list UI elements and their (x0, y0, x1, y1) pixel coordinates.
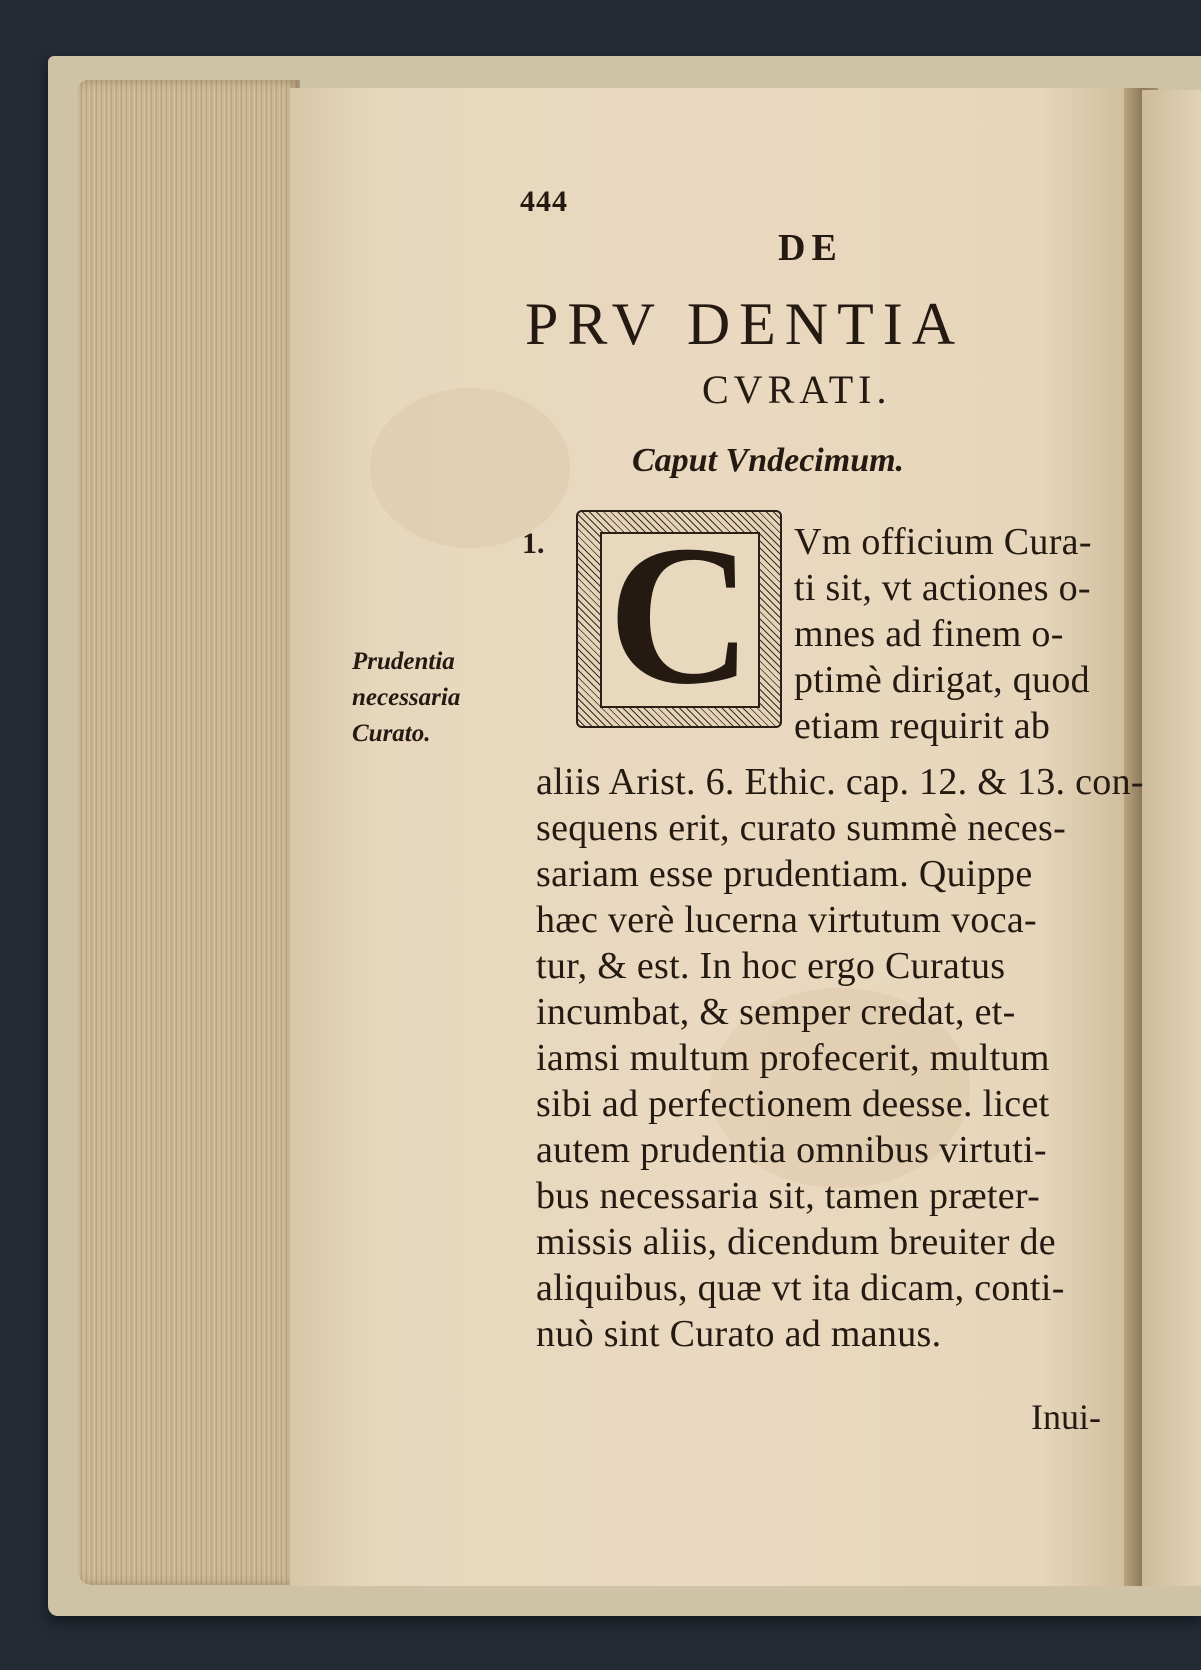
text-line: sibi ad perfectionem deesse. licet (536, 1083, 1050, 1125)
page-number: 444 (520, 185, 568, 218)
text-line: aliquibus, quæ vt ita dicam, conti- (536, 1267, 1065, 1309)
text-line: ti sit, vt actiones o- (794, 567, 1091, 609)
marginal-note: Curato. (352, 720, 431, 747)
catchword: Inui- (1031, 1397, 1101, 1437)
text-line: missis aliis, dicendum breuiter de (536, 1221, 1056, 1263)
marginal-note: necessaria (352, 684, 461, 711)
text-line: incumbat, & semper credat, et- (536, 991, 1016, 1033)
text-line: aliis Arist. 6. Ethic. cap. 12. & 13. con- (536, 761, 1144, 803)
text-line: ptimè dirigat, quod (794, 659, 1090, 701)
paper-stain (370, 388, 570, 548)
initial-letter: C (607, 510, 753, 726)
heading-de: DE (778, 227, 843, 269)
marginal-note: Prudentia (352, 648, 455, 675)
page-stack-edge (78, 80, 300, 1585)
heading-main: PRV DENTIA (525, 291, 965, 357)
text-line: tur, & est. In hoc ergo Curatus (536, 945, 1006, 987)
text-line: iamsi multum profecerit, multum (536, 1037, 1050, 1079)
text-line: sequens erit, curato summè neces- (536, 807, 1067, 849)
text-line: autem prudentia omnibus virtuti- (536, 1129, 1047, 1171)
text-line: etiam requirit ab (794, 705, 1051, 747)
text-line: nuò sint Curato ad manus. (536, 1313, 942, 1355)
decorated-initial (576, 510, 782, 728)
heading-curati: CVRATI. (702, 367, 892, 412)
text-line: Vm officium Cura- (794, 521, 1092, 563)
text-line: sariam esse prudentiam. Quippe (536, 853, 1033, 895)
text-line: hæc verè lucerna virtutum voca- (536, 899, 1037, 941)
text-line: mnes ad finem o- (794, 613, 1064, 655)
text-line: bus necessaria sit, tamen præter- (536, 1175, 1041, 1217)
right-page-edge (1142, 90, 1201, 1586)
section-number: 1. (522, 527, 545, 560)
chapter-title: Caput Vndecimum. (632, 442, 905, 479)
initial-frame (600, 510, 760, 726)
